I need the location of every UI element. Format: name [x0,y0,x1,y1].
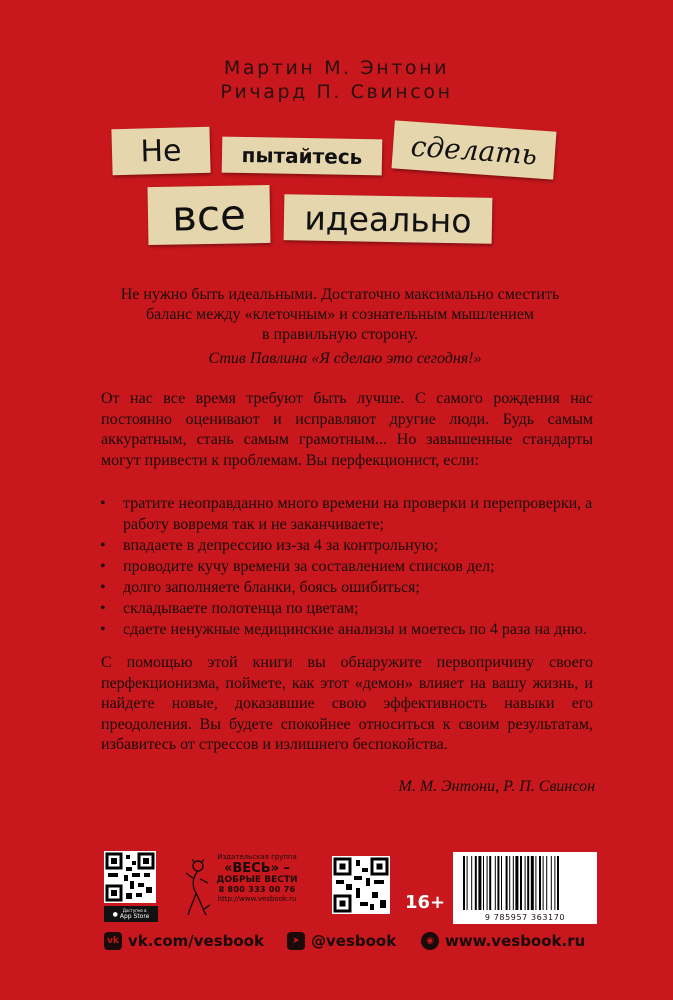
list-item: • сдаете ненужные медицинские анализы и моетесь по 4 раза на дню. [100,620,600,641]
qr-code-icon [332,856,390,914]
publisher-phone: 8 800 333 00 76 [218,885,296,894]
authors [0,56,673,104]
intro-paragraph: От нас все время требуют быть лучше. С самого рождения нас постоянно оценивают и исправляют другие люди. Будь самым аккуратным, стань самым грамотным... Но завышенные стандарты могут привести к проблемам. Вы перфекционист, если: [101,390,593,469]
appstore-badge[interactable] [104,906,158,922]
appstore-qr-block [104,851,158,922]
isbn-number: 9 785957 363170 [484,913,566,922]
title-word-2: пытайтесь [222,137,383,176]
author-2: Ричард П. Свинсон [220,81,453,103]
closing-paragraph: С помощью этой книги вы обнаружите первопричину своего перфекционизма, поймете, как этот «демон» влияет на вашу жизнь, и найдете новые, доказавшие свою эффективность навыки его преодоления. Вы будете спокойнее относиться к своим результатам, избавитесь от стрессов и излишнего беспокойства. [101,654,593,753]
barcode-bars [453,852,597,914]
globe-icon: ◉ [421,932,439,950]
publisher-group: Издательская группа [217,853,297,861]
perfectionist-list [100,494,600,641]
appstore-line-2: App Store [119,913,150,920]
epigraph [90,285,590,345]
publisher-url[interactable]: http://www.vesbook.ru [217,895,297,903]
publisher-name: «ВЕСЬ» – [223,861,291,876]
list-item: • впадаете в депрессию из-за 4 за контрольную; [100,536,600,557]
telegram-icon: ➤ [287,932,305,950]
signature: М. М. Энтони, Р. П. Свинсон [398,778,595,795]
epigraph-attribution: Стив Павлина «Я сделаю это сегодня!» [208,350,482,367]
social-vk[interactable] [104,930,264,952]
epigraph-line-1: Не нужно быть идеальными. Достаточно максимально сместить [120,286,560,303]
title-word-1: Не [111,127,210,176]
vk-icon: vk [104,932,122,950]
appstore-line-1: Доступно в [122,908,147,913]
vk-label: vk.com/vesbook [128,932,264,950]
social-telegram[interactable] [287,930,396,952]
title-word-4: все [148,185,271,245]
site-label: www.vesbook.ru [445,932,586,950]
list-item: • складываете полотенца по цветам; [100,599,600,620]
publisher-slogan: ДОБРЫЕ ВЕСТИ [216,875,298,885]
qr-code-icon [104,851,156,903]
list-item: • долго заполняете бланки, боясь ошибиться; [100,578,600,599]
telegram-label: @vesbook [311,932,397,950]
social-site[interactable] [421,930,585,952]
age-rating: 16+ [405,892,446,913]
devil-icon [184,859,210,917]
publisher-logo [184,853,304,917]
list-item: • тратите неоправданно много времени на проверки и перепроверки, а работу вовремя так и не заканчиваете; [100,494,600,535]
epigraph-line-3: в правильную сторону. [262,326,418,343]
title-word-5: идеально [284,194,493,244]
author-1: Мартин М. Энтони [223,57,450,79]
apple-icon: ● [112,910,118,918]
barcode [453,852,597,924]
title-word-3: сделать [392,120,557,179]
epigraph-line-2: баланс между «клеточным» и сознательным мышлением [146,306,534,323]
list-item: • проводите кучу времени за составлением списков дел; [100,557,600,578]
